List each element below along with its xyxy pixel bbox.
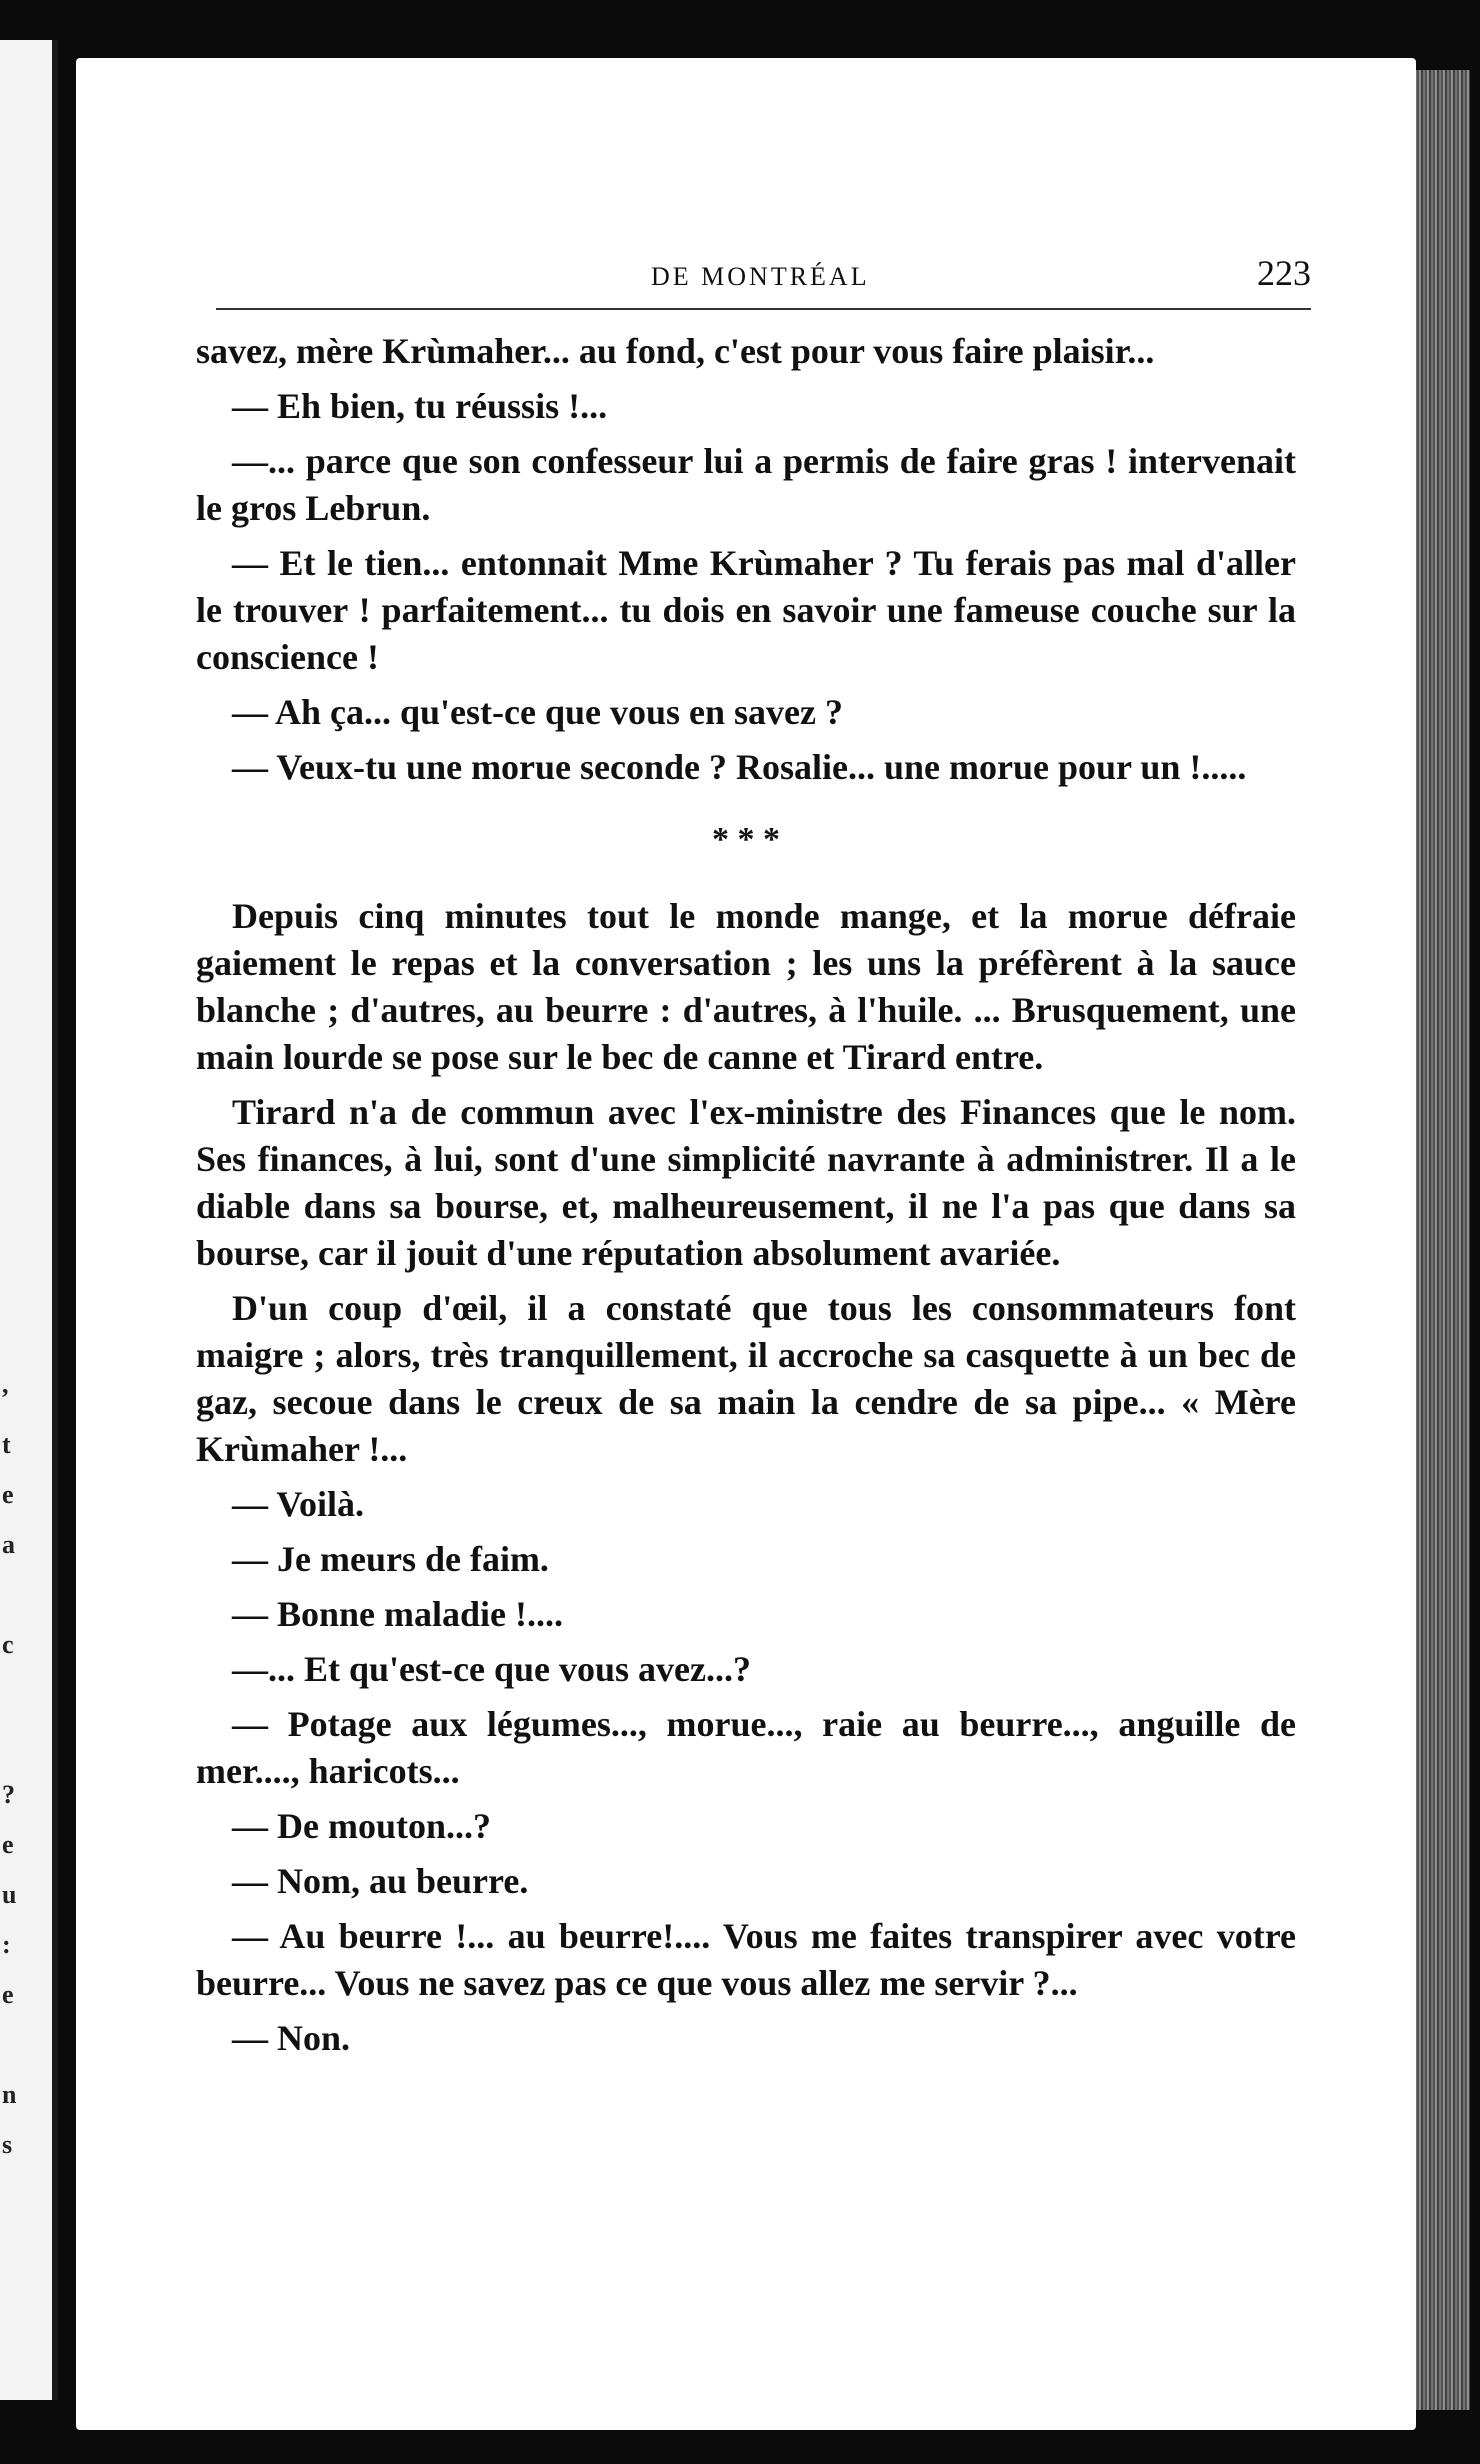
dialogue-line: — Bonne maladie !.... bbox=[232, 1594, 564, 1634]
facing-page-char: e bbox=[2, 1480, 14, 1509]
facing-page-char: s bbox=[2, 2130, 13, 2159]
paragraph: Depuis cinq minutes tout le monde mange, et la morue défraie gaiement le repas et la conversation ; les uns la préfèrent à la sauce blanche ; d'autres, au beurre : d'autres, à l'huile. ... Brusquement, une main lourde se pose sur le bec de canne et Tirard entre. bbox=[196, 896, 1296, 1077]
dialogue-line: — Voilà. bbox=[232, 1484, 365, 1524]
section-break-asterism: * * * bbox=[712, 821, 780, 858]
facing-page-char: a bbox=[2, 1530, 15, 1559]
book-page bbox=[76, 58, 1416, 2430]
facing-page-char: e bbox=[2, 1830, 14, 1859]
facing-page-char: t bbox=[2, 1430, 11, 1459]
dialogue-line: — Et le tien... entonnait Mme Krùmaher ? Tu ferais pas mal d'aller le trouver ! parfaitement... tu dois en savoir une fameuse couche sur la conscience ! bbox=[196, 543, 1296, 677]
paragraph: Tirard n'a de commun avec l'ex-ministre des Finances que le nom. Ses finances, à lui, sont d'une simplicité navrante à administrer. Il a le diable dans sa bourse, et, malheureusement, il ne l'a pas que dans sa bourse, car il jouit d'une réputation absolument avariée. bbox=[196, 1092, 1296, 1273]
dialogue-line: — De mouton...? bbox=[232, 1806, 491, 1846]
dialogue-line: — Au beurre !... au beurre!.... Vous me faites transpirer avec votre beurre... Vous ne savez pas ce que vous allez me servir ?... bbox=[196, 1916, 1296, 2003]
dialogue-line: —... parce que son confesseur lui a permis de faire gras ! intervenait le gros Lebrun. bbox=[196, 441, 1296, 528]
facing-page-char: u bbox=[2, 1880, 17, 1909]
running-title: DE MONTRÉAL bbox=[651, 262, 870, 291]
dialogue-line: —... Et qu'est-ce que vous avez...? bbox=[232, 1649, 751, 1689]
facing-page-char: : bbox=[2, 1930, 11, 1959]
paragraph: savez, mère Krùmaher... au fond, c'est pour vous faire plaisir... bbox=[196, 331, 1155, 371]
dialogue-line: — Je meurs de faim. bbox=[232, 1539, 549, 1579]
dialogue-line: — Non. bbox=[232, 2018, 351, 2058]
facing-page-char: , bbox=[2, 1370, 9, 1399]
page-header bbox=[216, 238, 1311, 310]
dialogue-line: — Eh bien, tu réussis !... bbox=[232, 386, 608, 426]
dialogue-line: — Ah ça... qu'est-ce que vous en savez ? bbox=[232, 692, 843, 732]
dialogue-line: — Potage aux légumes..., morue..., raie au beurre..., anguille de mer...., haricots... bbox=[196, 1704, 1296, 1791]
page-number: 223 bbox=[1257, 253, 1311, 293]
facing-page-char: ? bbox=[2, 1780, 15, 1809]
page-body bbox=[196, 328, 1296, 2070]
paragraph: D'un coup d'œil, il a constaté que tous les consommateurs font maigre ; alors, très tranquillement, il accroche sa casquette à un bec de gaz, secoue dans le creux de sa main la cendre de sa pipe... « Mère Krùmaher !... bbox=[196, 1288, 1296, 1469]
facing-page-char: e bbox=[2, 1980, 14, 2009]
dialogue-line: — Veux-tu une morue seconde ? Rosalie... une morue pour un !..... bbox=[232, 747, 1247, 787]
facing-page-char: n bbox=[2, 2080, 17, 2109]
facing-page-edge bbox=[0, 40, 58, 2400]
facing-page-char: c bbox=[2, 1630, 14, 1659]
dialogue-line: — Nom, au beurre. bbox=[232, 1861, 529, 1901]
